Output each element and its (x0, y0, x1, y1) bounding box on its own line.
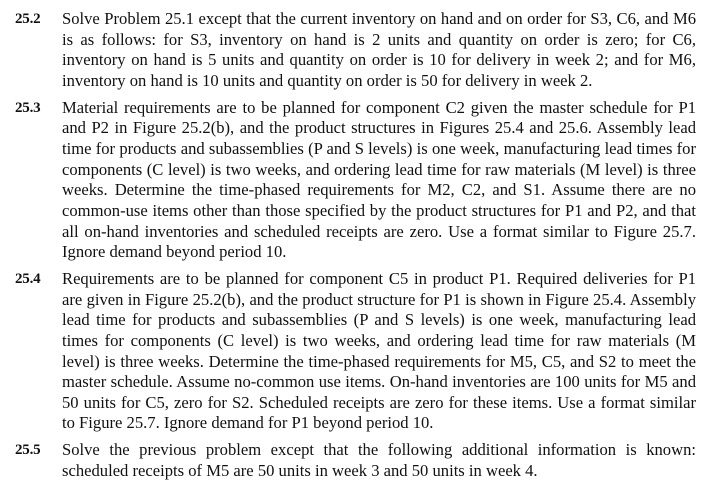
problem-25-3 (15, 98, 696, 263)
problem-number: 25.5 (15, 442, 41, 459)
problem-25-2 (15, 9, 696, 92)
problem-25-5 (15, 440, 696, 481)
problem-number: 25.4 (15, 270, 41, 287)
problem-text: Solve the previous problem except that the following additional information is known: scheduled receipts of M5 are 50 units in week 3 and 50 units in week 4. (62, 440, 696, 480)
problem-text: Material requirements are to be planned for component C2 given the master schedule for P1 and P2 in Figure 25.2(b), and the product structures in Figures 25.4 and 25.6. Assembly lead time for products and subassemblies (P and S levels) is one week, manufacturing lead times for components (C level) is two weeks, and ordering lead time for raw materials (M level) is three weeks. Determine the time-phased requirements for M2, C2, and S1. Assume there are no common-use items other than those specified by the product structures for P1 and P2, and that all on-hand inventories and scheduled receipts are zero. Use a format similar to Figure 25.7. Ignore demand beyond period 10. (62, 97, 696, 262)
problem-text: Solve Problem 25.1 except that the current inventory on hand and on order for S3, C6, and M6 is as follows: for S3, inventory on hand is 2 units and quantity on order is zero; for C6, inventory on hand is 5 units and quantity on order is 10 for delivery in week 2; and for M6, inventory on hand is 10 units and quantity on order is 50 for delivery in week 2. (62, 9, 696, 90)
problem-number: 25.2 (15, 11, 41, 27)
problem-25-4 (15, 269, 696, 434)
problem-number: 25.3 (15, 99, 41, 116)
problem-text: Requirements are to be planned for component C5 in product P1. Required deliveries for P1 are given in Figure 25.2(b), and the product structure for P1 is shown in Figure 25.4. Assembly lead time for products and subassemblies (P and S levels) is one week, manufacturing lead times for components (C level) is two weeks, and ordering lead time for raw materials (M level) is three weeks. Determine the time-phased requirements for M5, C5, and S2 to meet the master schedule. Assume no-common use items. On-hand inventories are 100 units for M5 and 50 units for C5, zero for S2. Scheduled receipts are zero for these items. Use a format similar to Figure 25.7. Ignore demand for P1 beyond period 10. (62, 268, 696, 433)
